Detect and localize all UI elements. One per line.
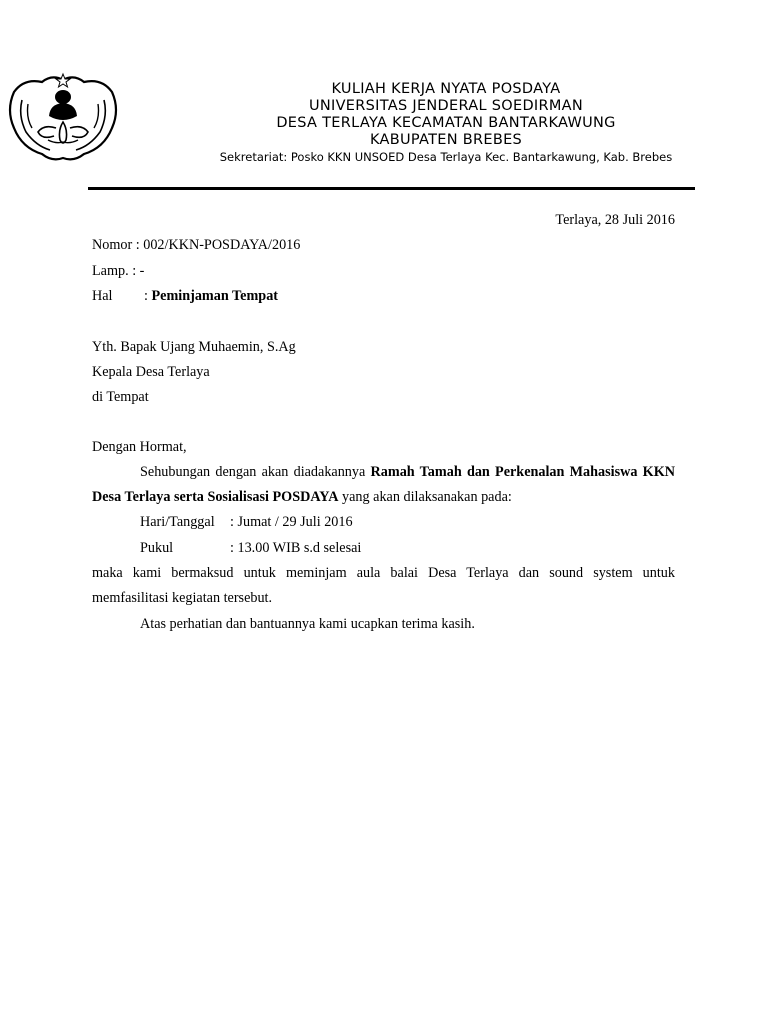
lamp-label: Lamp. [92, 263, 129, 279]
recipient-line-3: di Tempat [92, 389, 149, 405]
hal-row [92, 288, 278, 305]
closing-line: Atas perhatian dan bantuannya kami ucapkan terima kasih. [140, 616, 475, 632]
hal-label: Hal [92, 288, 113, 304]
time-row [140, 540, 361, 557]
lamp-value: : - [132, 263, 145, 279]
letterhead [196, 81, 696, 165]
letterhead-line-3: DESA TERLAYA KECAMATAN BANTARKAWUNG [276, 115, 616, 131]
letterhead-divider [88, 187, 695, 190]
time-label: Pukul [140, 540, 174, 556]
hal-colon: : [144, 288, 152, 304]
nomor-row [92, 237, 300, 254]
hal-value: Peminjaman Tempat [151, 288, 279, 304]
salutation: Dengan Hormat, [92, 439, 187, 455]
letterhead-line-2: UNIVERSITAS JENDERAL SOEDIRMAN [308, 98, 584, 114]
lamp-row [92, 263, 144, 280]
university-logo [4, 70, 122, 164]
p1-event-name: Ramah Tamah dan Perkenalan Mahasiswa KKN Desa Terlaya serta Sosialisasi POSDAYA [92, 464, 675, 505]
opening-paragraph [92, 460, 675, 510]
p1-text-2: yang akan dilaksanakan pada: [338, 489, 512, 505]
request-paragraph: maka kami bermaksud untuk meminjam aula balai Desa Terlaya dan sound system untuk memfasilitasi kegiatan tersebut. [92, 565, 675, 606]
nomor-label: Nomor [92, 237, 133, 253]
letter-date: Terlaya, 28 Juli 2016 [555, 212, 675, 228]
nomor-value: : 002/KKN-POSDAYA/2016 [135, 237, 301, 253]
letterhead-line-1: KULIAH KERJA NYATA POSDAYA [331, 81, 561, 97]
time-value: : 13.00 WIB s.d selesai [230, 540, 362, 556]
day-row [140, 514, 353, 531]
day-value: : Jumat / 29 Juli 2016 [230, 514, 353, 530]
letterhead-line-4: KABUPATEN BREBES [369, 132, 523, 148]
recipient-line-1: Yth. Bapak Ujang Muhaemin, S.Ag [92, 339, 296, 355]
recipient-line-2: Kepala Desa Terlaya [92, 364, 210, 380]
letterhead-secretariat: Sekretariat: Posko KKN UNSOED Desa Terlaya Kec. Bantarkawung, Kab. Brebes [219, 150, 673, 164]
p1-text-1: Sehubungan dengan akan diadakannya [140, 464, 371, 480]
day-label: Hari/Tanggal [140, 514, 215, 530]
